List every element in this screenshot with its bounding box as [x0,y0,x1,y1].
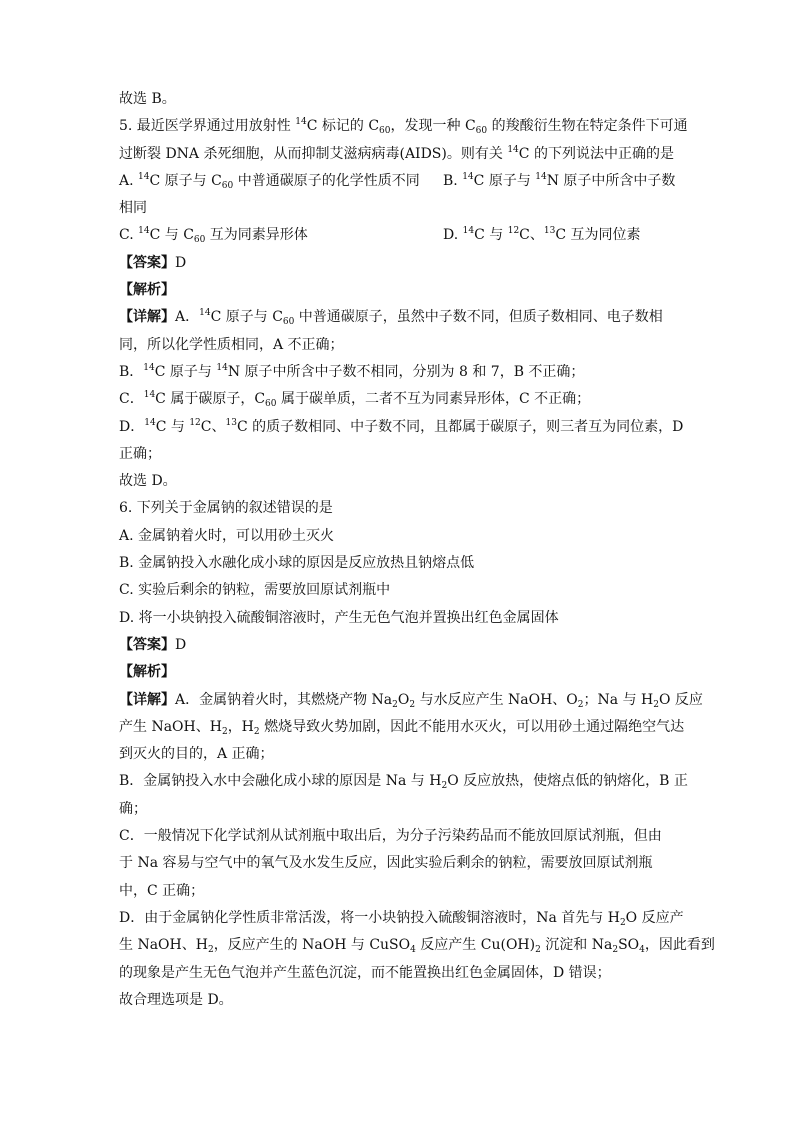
q6-option-d: D. 将一小块钠投入硫酸铜溶液时，产生无色气泡并置换出红色金属固体 [119,609,559,626]
q5-conclusion: 故选 D。 [119,473,177,490]
q5-stem-line-1: 5. 最近医学界通过用放射性 $^{14}$C 标记的 $C_{60}$，发现一种 $C_{60}$ 的羧酸衍生物在特定条件下可通 [119,117,688,137]
q6-answer: 【答案】D [119,636,187,653]
detail-tag: 【详解】 [119,309,175,326]
q5-detail-d-line-2: 正确； [119,445,161,462]
q5-analysis-heading: 【解析】 [119,282,175,299]
q6-detail-c-line-3: 中，C 正确； [119,882,205,899]
q6-analysis-heading: 【解析】 [119,664,175,681]
q5-option-d: D. $^{14}$C 与 $^{12}$C、$^{13}$C 互为同位素 [443,226,641,244]
q5-options-row-cd [119,222,679,249]
q5-option-a: A. $^{14}$C 原子与 $C_{60}$ 中普通碳原子的化学性质不同 [119,171,420,191]
answer-tag: 【答案】 [119,254,175,271]
q6-detail-c-line-2: 于 Na 容易与空气中的氧气及水发生反应，因此实验后剩余的钠粒，需要放回原试剂瓶 [119,855,653,872]
q5-option-b: B. $^{14}$C 原子与 $^{14}$N 原子中所含中子数 [443,171,676,189]
document-page [119,86,715,1014]
q6-detail-d-line-3: 的现象是产生无色气泡并产生蓝色沉淀，而不能置换出红色金属固体，D 错误； [119,964,611,981]
q6-detail-c-line-1: C．一般情况下化学试剂从试剂瓶中取出后，为分子污染药品而不能放回原试剂瓶，但由 [119,828,662,845]
q6-conclusion: 故合理选项是 D。 [119,991,233,1008]
q6-detail-b-line-1: B．金属钠投入水中会融化成小球的原因是 Na 与 $H_2O$ 反应放热，使熔点低的钠熔化，B 正 [119,773,688,792]
detail-tag: 【详解】 [119,691,175,708]
q6-stem: 6. 下列关于金属钠的叙述错误的是 [119,500,333,517]
q5-detail-b: B．$^{14}$C 原子与 $^{14}$N 原子中所含中子数不相同，分别为 8 和 7，B 不正确； [119,362,585,380]
q6-option-a: A. 金属钠着火时，可以用砂土灭火 [119,527,335,544]
q6-detail-b-line-2: 确； [119,800,147,817]
q6-detail-d-line-2: 生 NaOH、$H_2$，反应产生的 NaOH 与 CuSO$_4$ 反应产生 $Cu(OH)_2$ 沉淀和 $Na_2SO_4$，因此看到 [119,937,715,956]
q5-stem-line-2: 过断裂 DNA 杀死细胞，从而抑制艾滋病病毒(AIDS)。则有关 $^{14}$C 的下列说法中正确的是 [119,144,674,162]
q6-option-c: C. 实验后剩余的钠粒，需要放回原试剂瓶中 [119,582,391,599]
q5-detail-c: C．$^{14}$C 属于碳原子，$C_{60}$ 属于碳单质，二者不互为同素异形体，C 不正确； [119,390,591,410]
q5-answer: 【答案】D [119,254,187,271]
q4-conclusion: 故选 B。 [119,91,176,107]
q6-detail-d-line-1: D．由于金属钠化学性质非常活泼，将一小块钠投入硫酸铜溶液时，Na 首先与 $H_2O$ 反应产 [119,909,684,928]
q5-detail-d-line-1: D．$^{14}$C 与 $^{12}$C、$^{13}$C 的质子数相同、中子数不同，且都属于碳原子，则三者互为同位素，D [119,417,684,435]
answer-tag: 【答案】 [119,636,175,653]
q5-detail-a-line-2: 同，所以化学性质相同，A 不正确； [119,336,344,353]
q6-detail-a-line-3: 到灭火的目的，A 正确； [119,746,274,763]
q5-options-row-ab [119,168,679,195]
q6-detail-a-line-1: 【详解】A．金属钠着火时，其燃烧产物 $Na_2O_2$ 与水反应产生 NaOH、$O_2$；Na 与 $H_2O$ 反应 [119,691,703,710]
q6-option-b: B. 金属钠投入水融化成小球的原因是反应放热且钠熔点低 [119,555,475,572]
q5-option-c: C. $^{14}$C 与 $C_{60}$ 互为同素异形体 [119,226,308,246]
q5-option-b-cont: 相同 [119,200,147,217]
q6-detail-a-line-2: 产生 NaOH、$H_2$，$H_2$ 燃烧导致火势加剧，因此不能用水灭火，可以用砂土通过隔绝空气达 [119,718,685,737]
q5-detail-a-line-1: 【详解】A．$^{14}$C 原子与 $C_{60}$ 中普通碳原子，虽然中子数不同，但质子数相同、电子数相 [119,308,663,328]
